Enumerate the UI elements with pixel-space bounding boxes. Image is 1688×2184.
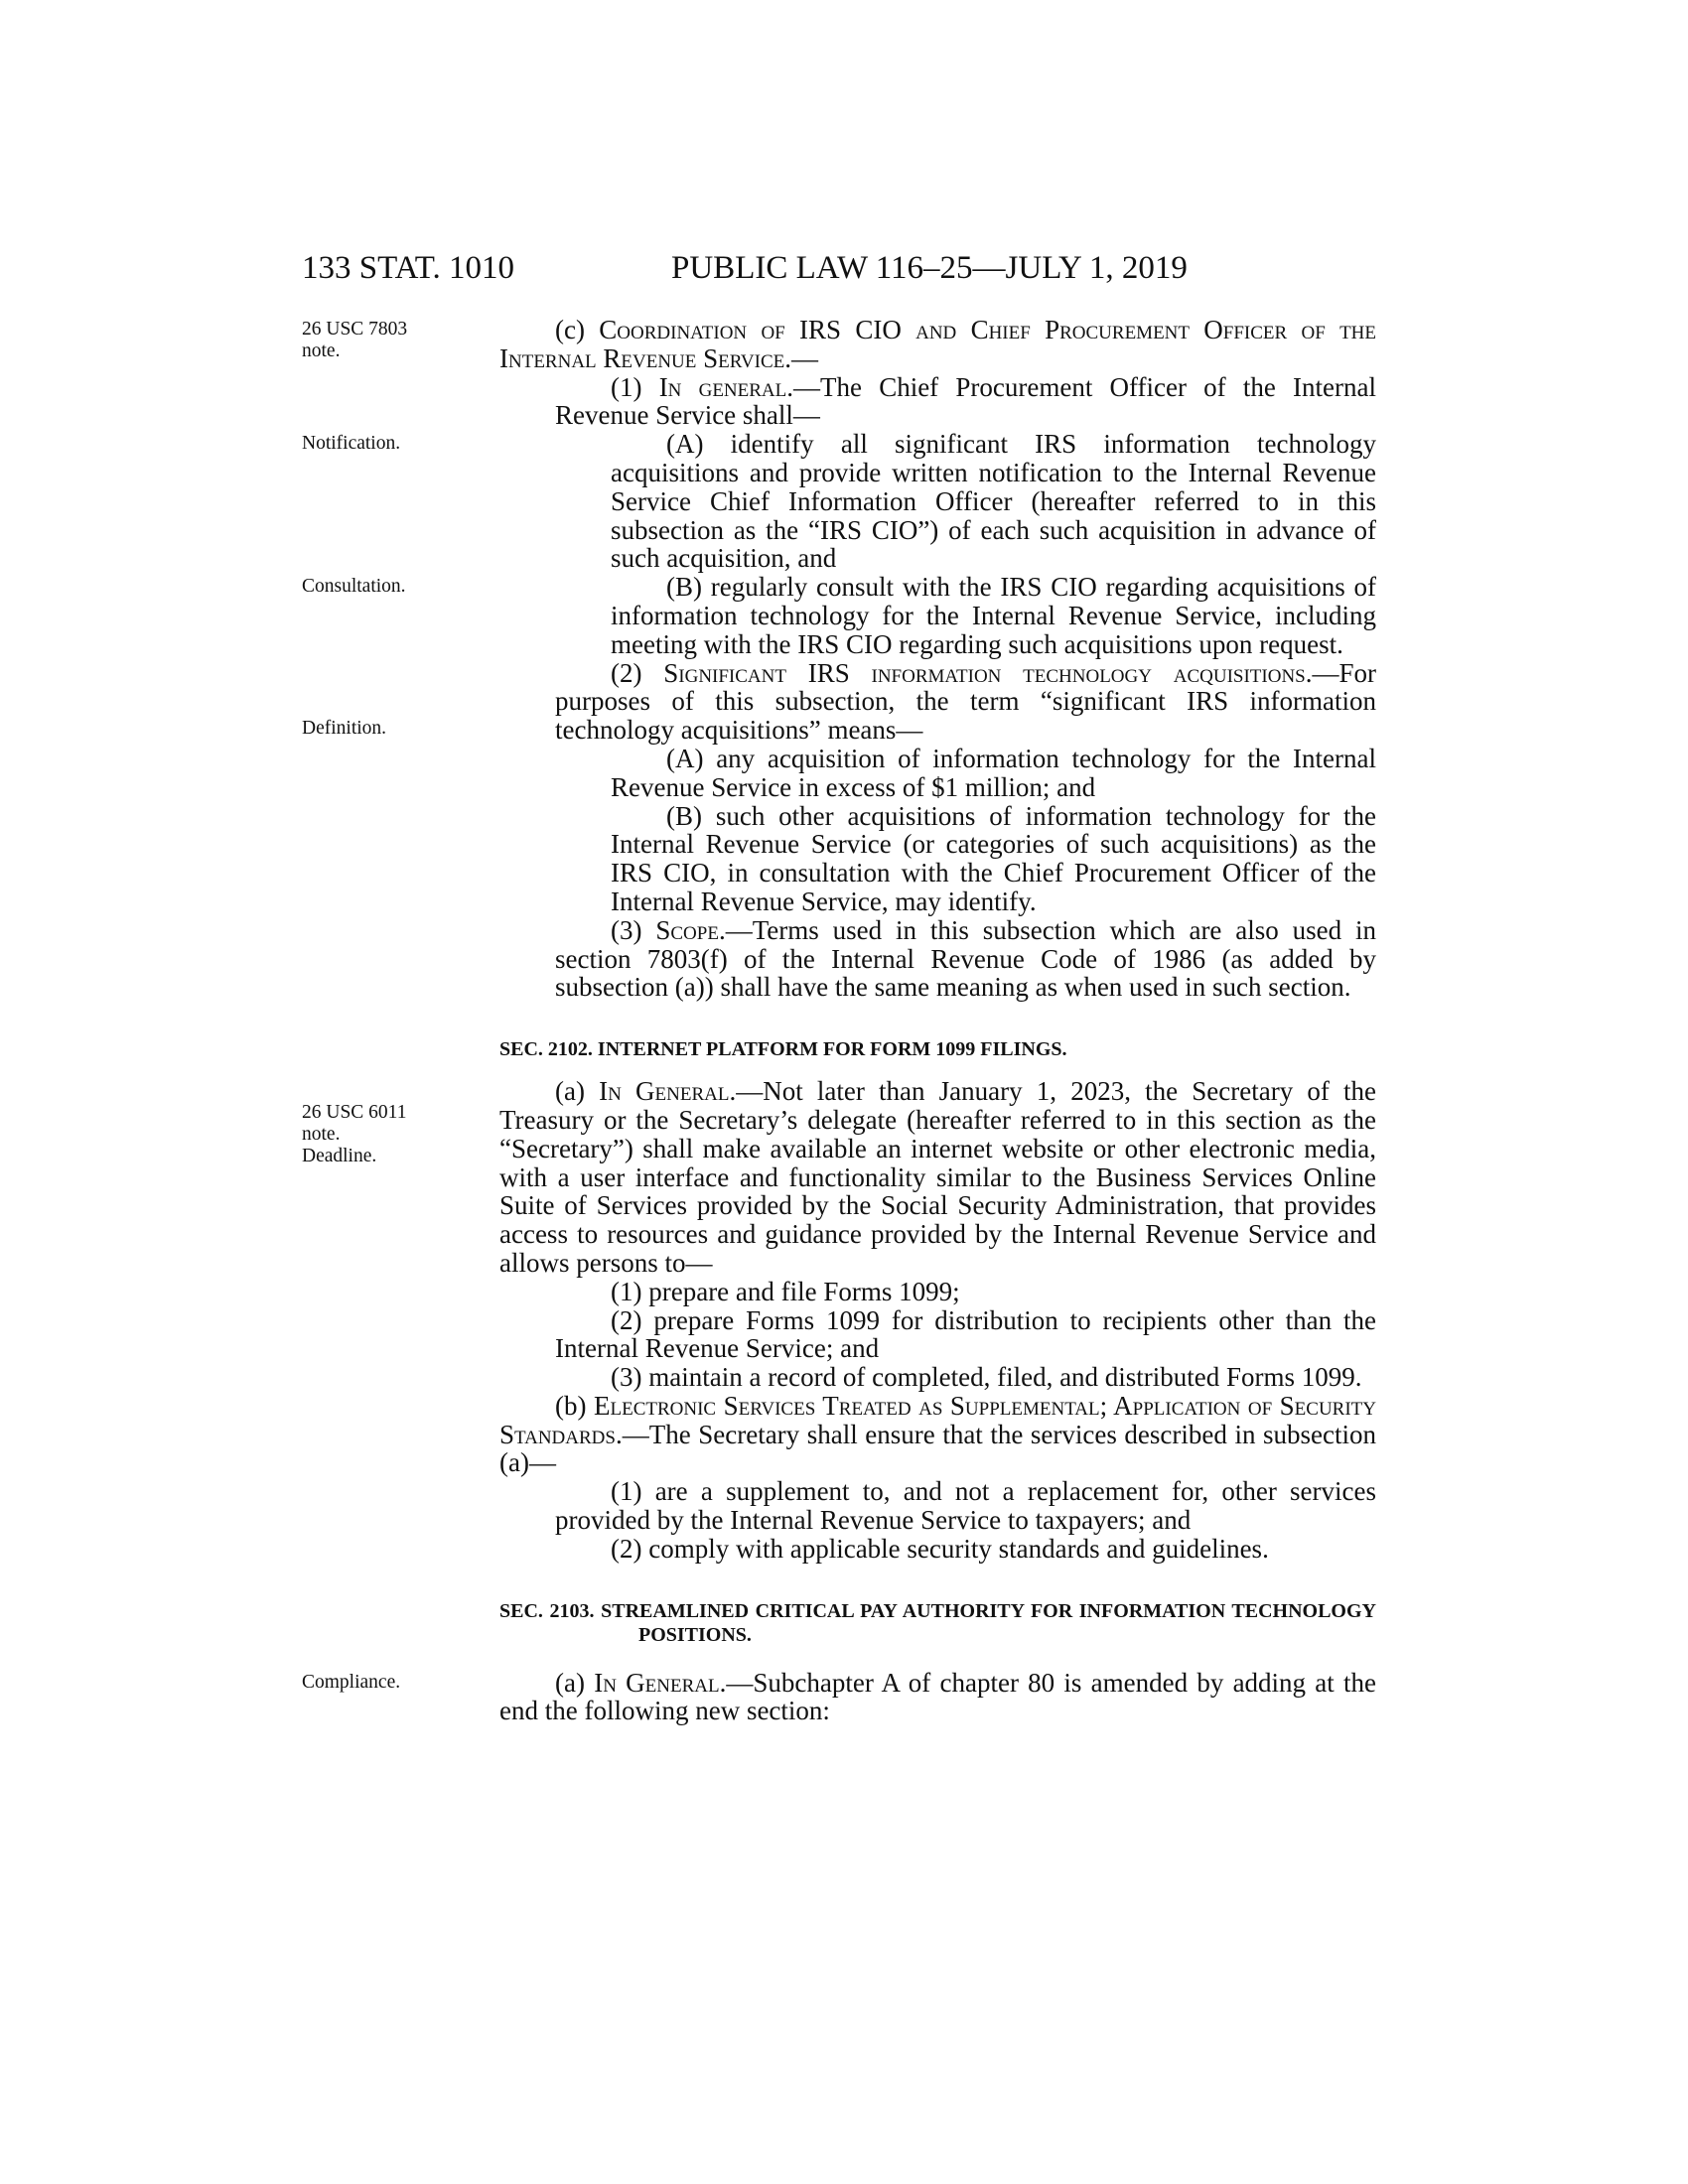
margin-note-consultation: Consultation. [302, 576, 406, 597]
paragraph-c3: (3) Scope.—Terms used in this subsection which are also used in section 7803(f) of the Internal Revenue Code of 1986 (as added by subsection (a)) shall have the same meaning as when used in such section. [555, 914, 1377, 1003]
paragraph-2102-b1: (1) are a supplement to, and not a replacement for, other services provided by the Internal Revenue Service to taxpayers; and [555, 1476, 1376, 1536]
paragraph-2102-a2: (2) prepare Forms 1099 for distribution to recipients other than the Internal Revenue Service; and [555, 1304, 1376, 1364]
subsection-c-heading: (c) Coordination of IRS CIO and Chief Procurement Officer of the Internal Revenue Service.— [499, 315, 1377, 373]
paragraph-c2: (2) Significant IRS information technology acquisitions.—For purposes of this subsection, the term “significant IRS information technology acquisitions” means— [555, 657, 1376, 746]
paragraph-2102-a3: (3) maintain a record of completed, filed, and distributed Forms 1099. [611, 1362, 1362, 1393]
section-2103-heading: SEC. 2103. STREAMLINED CRITICAL PAY AUTHORITY FOR INFORMATION TECHNOLOGY POSITIONS. [499, 1599, 1376, 1646]
subsection-2102-a: (a) In General.—Not later than January 1, 2023, the Secretary of the Treasury or the Secretary’s delegate (hereafter referred to in this section as the “Secretary”) shall make available an internet website or other electronic media, with a user interface and functionality similar to the Business Services Online Suite of Services provided by the Social Security Administration, that provides access to resources and guidance provided by the Internal Revenue Service and allows persons to— [499, 1076, 1376, 1278]
subsection-2102-b: (b) Electronic Services Treated as Supplemental; Application of Security Standards.—The Secretary shall ensure that the services described in subsection (a)— [499, 1390, 1377, 1478]
clause-c2b: (B) such other acquisitions of information technology for the Internal Revenue Service (or categories of such acquisitions) as the IRS CIO, in consultation with the Chief Procurement Officer of the Internal Revenue Service, may identify. [611, 800, 1376, 916]
public-law-title: PUBLIC LAW 116–25—JULY 1, 2019 [671, 250, 1188, 286]
clause-c1a: (A) identify all significant IRS information technology acquisitions and provide written notification to the Internal Revenue Service Chief Information Officer (hereafter referred to in this subsection as the “IRS CIO”) of each such acquisition in advance of such acquisition, and [611, 429, 1376, 574]
paragraph-2102-b2: (2) comply with applicable security standards and guidelines. [611, 1533, 1269, 1564]
margin-note-usc-7803: 26 USC 7803 note. [302, 319, 408, 361]
statute-page-number: 133 STAT. 1010 [302, 250, 515, 286]
subsection-2103-a: (a) In General.—Subchapter A of chapter 80 is amended by adding at the end the following new section: [499, 1667, 1376, 1726]
clause-c2a: (A) any acquisition of information technology for the Internal Revenue Service in excess of $1 million; and [611, 743, 1376, 802]
margin-note-usc-6011: 26 USC 6011 note. Deadline. [302, 1102, 407, 1166]
paragraph-c1: (1) In general.—The Chief Procurement Officer of the Internal Revenue Service shall— [555, 371, 1376, 431]
margin-note-notification: Notification. [302, 433, 401, 454]
section-2102-heading: SEC. 2102. INTERNET PLATFORM FOR FORM 1099 FILINGS. [499, 1038, 1067, 1061]
margin-note-compliance: Compliance. [302, 1672, 401, 1693]
statute-body [499, 316, 1376, 1725]
paragraph-2102-a1: (1) prepare and file Forms 1099; [611, 1276, 960, 1306]
clause-c1b: (B) regularly consult with the IRS CIO regarding acquisitions of information technology for the Internal Revenue Service, including meeting with the IRS CIO regarding such acquisitions upon request. [611, 572, 1376, 659]
margin-note-definition: Definition. [302, 718, 387, 739]
